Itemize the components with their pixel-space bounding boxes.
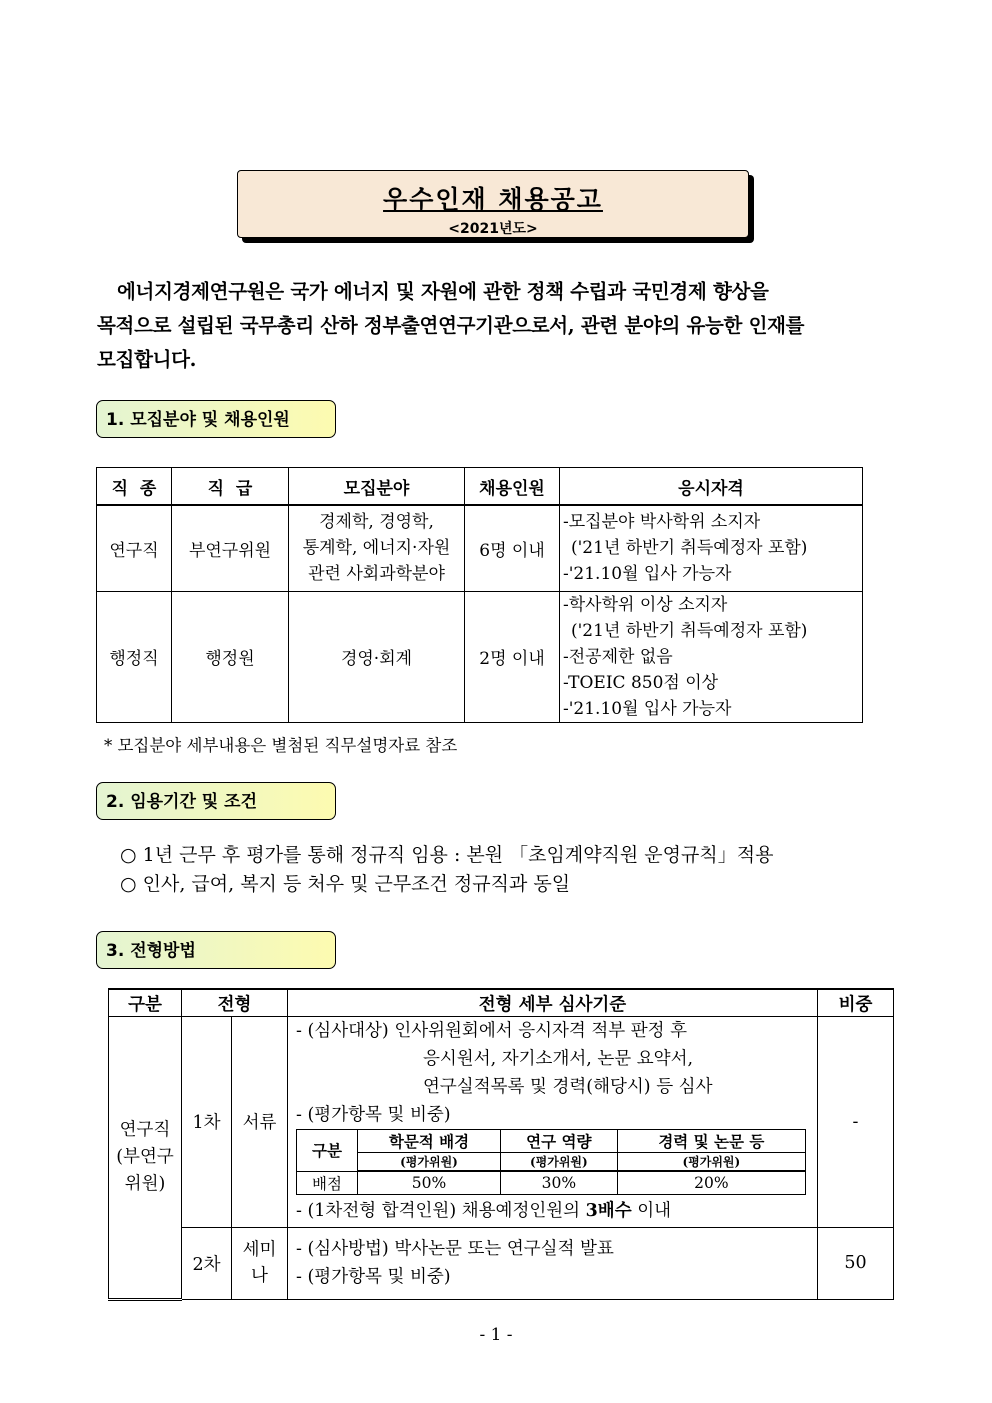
score-table <box>296 1129 806 1195</box>
cell-type: 연구직 <box>97 505 172 591</box>
col-header-weight: 비중 <box>818 989 894 1017</box>
score-col-sub: (평가위원) <box>358 1153 501 1172</box>
cell-criteria <box>288 1227 818 1299</box>
field-line: 통계학, 에너지·자원 <box>302 538 451 559</box>
score-col-sub: (평가위원) <box>617 1153 805 1172</box>
category-line: (부연구 <box>116 1146 174 1167</box>
qual-line: -전공제한 없음 <box>563 646 673 667</box>
cell-round: 1차 <box>182 1017 232 1228</box>
pass-text: 이내 <box>631 1200 671 1221</box>
title-box <box>237 170 749 238</box>
qual-line: ('21년 하반기 취득예정자 포함) <box>571 620 808 641</box>
cell-count: 6명 이내 <box>465 505 560 591</box>
list-item: ○ 1년 근무 후 평가를 통해 정규직 임용 : 본원 「초임계약직원 운영규칙」적용 <box>120 844 774 866</box>
qual-line: -학사학위 이상 소지자 <box>563 594 728 615</box>
criteria-line: 응시원서, 자기소개서, 논문 요약서, <box>423 1049 694 1069</box>
score-value: 20% <box>617 1171 805 1194</box>
qual-line: ('21년 하반기 취득예정자 포함) <box>571 538 808 559</box>
col-header-grade: 직 급 <box>172 468 289 506</box>
pass-criteria <box>288 1197 817 1225</box>
cell-stage-name: 서류 <box>232 1017 288 1228</box>
recruitment-table <box>96 467 863 723</box>
pass-text: - (1차전형 합격인원) 채용예정인원의 <box>296 1200 586 1221</box>
col-header-category: 구분 <box>109 989 182 1017</box>
col-header-criteria: 전형 세부 심사기준 <box>288 989 818 1017</box>
cell-count: 2명 이내 <box>465 591 560 722</box>
table-row <box>97 591 863 722</box>
conditions-list <box>120 841 773 899</box>
intro-line: 목적으로 설립된 국무총리 산하 정부출연연구기관으로서, 관련 분야의 유능한 인재를 <box>97 314 805 337</box>
document-subtitle: <2021년도> <box>448 221 538 237</box>
cell-type: 행정직 <box>97 591 172 722</box>
cell-field <box>289 505 465 591</box>
field-line: 경제학, 경영학, <box>319 512 434 533</box>
cell-weight: - <box>818 1017 894 1228</box>
table-footnote: * 모집분야 세부내용은 별첨된 직무설명자료 참조 <box>104 736 458 755</box>
cell-grade: 부연구위원 <box>172 505 289 591</box>
col-header-type: 직 종 <box>97 468 172 506</box>
category-line: 위원) <box>124 1173 166 1194</box>
col-header-stage: 전형 <box>182 989 288 1017</box>
table-row <box>109 1017 894 1228</box>
col-header-qualification: 응시자격 <box>560 468 863 506</box>
score-col-label: 구분 <box>297 1130 358 1172</box>
intro-paragraph <box>97 275 887 377</box>
criteria-line: - (심사방법) 박사논문 또는 연구실적 발표 <box>296 1239 614 1259</box>
document-title: 우수인재 채용공고 <box>383 185 603 214</box>
page-number: - 1 - <box>479 1325 513 1345</box>
score-col-header: 연구 역량 <box>501 1130 618 1153</box>
field-line: 관련 사회과학분야 <box>308 564 445 585</box>
cell-stage-name <box>232 1227 288 1299</box>
qual-line: -TOEIC 850점 이상 <box>563 672 719 693</box>
qual-line: -'21.10월 입사 가능자 <box>563 698 732 719</box>
category-line: 연구직 <box>119 1119 171 1140</box>
criteria-line: - (평가항목 및 비중) <box>296 1267 451 1287</box>
pass-multiplier: 3배수 <box>585 1200 632 1221</box>
list-item: ○ 인사, 급여, 복지 등 처우 및 근무조건 정규직과 동일 <box>120 873 571 895</box>
cell-field: 경영·회계 <box>289 591 465 722</box>
table-row <box>109 1227 894 1299</box>
score-row-label: 배점 <box>297 1171 358 1194</box>
col-header-count: 채용인원 <box>465 468 560 506</box>
score-col-sub: (평가위원) <box>501 1153 618 1172</box>
qual-line: -모집분야 박사학위 소지자 <box>563 512 761 533</box>
qual-line: -'21.10월 입사 가능자 <box>563 564 732 585</box>
intro-line: 에너지경제연구원은 국가 에너지 및 자원에 관한 정책 수립과 국민경제 향상을 <box>117 280 769 303</box>
cell-weight: 50 <box>818 1227 894 1299</box>
section-heading-3: 3. 전형방법 <box>96 931 336 969</box>
cell-round: 2차 <box>182 1227 232 1299</box>
cell-category <box>109 1017 182 1300</box>
stage-name-line: 나 <box>251 1266 268 1286</box>
score-col-header: 학문적 배경 <box>358 1130 501 1153</box>
criteria-line: - (평가항목 및 비중) <box>296 1105 451 1125</box>
cell-grade: 행정원 <box>172 591 289 722</box>
cell-criteria <box>288 1017 818 1228</box>
col-header-field: 모집분야 <box>289 468 465 506</box>
section-heading-2: 2. 임용기간 및 조건 <box>96 782 336 820</box>
score-value: 50% <box>358 1171 501 1194</box>
score-value: 30% <box>501 1171 618 1194</box>
selection-table <box>108 988 894 1301</box>
cell-qualification <box>560 505 863 591</box>
section-heading-1: 1. 모집분야 및 채용인원 <box>96 400 336 438</box>
intro-line: 모집합니다. <box>97 348 197 371</box>
score-col-header: 경력 및 논문 등 <box>617 1130 805 1153</box>
table-row <box>97 505 863 591</box>
stage-name-line: 세미 <box>242 1240 277 1260</box>
criteria-line: 연구실적목록 및 경력(해당시) 등 심사 <box>423 1077 713 1097</box>
criteria-line: - (심사대상) 인사위원회에서 응시자격 적부 판정 후 <box>296 1021 688 1041</box>
cell-qualification <box>560 591 863 722</box>
